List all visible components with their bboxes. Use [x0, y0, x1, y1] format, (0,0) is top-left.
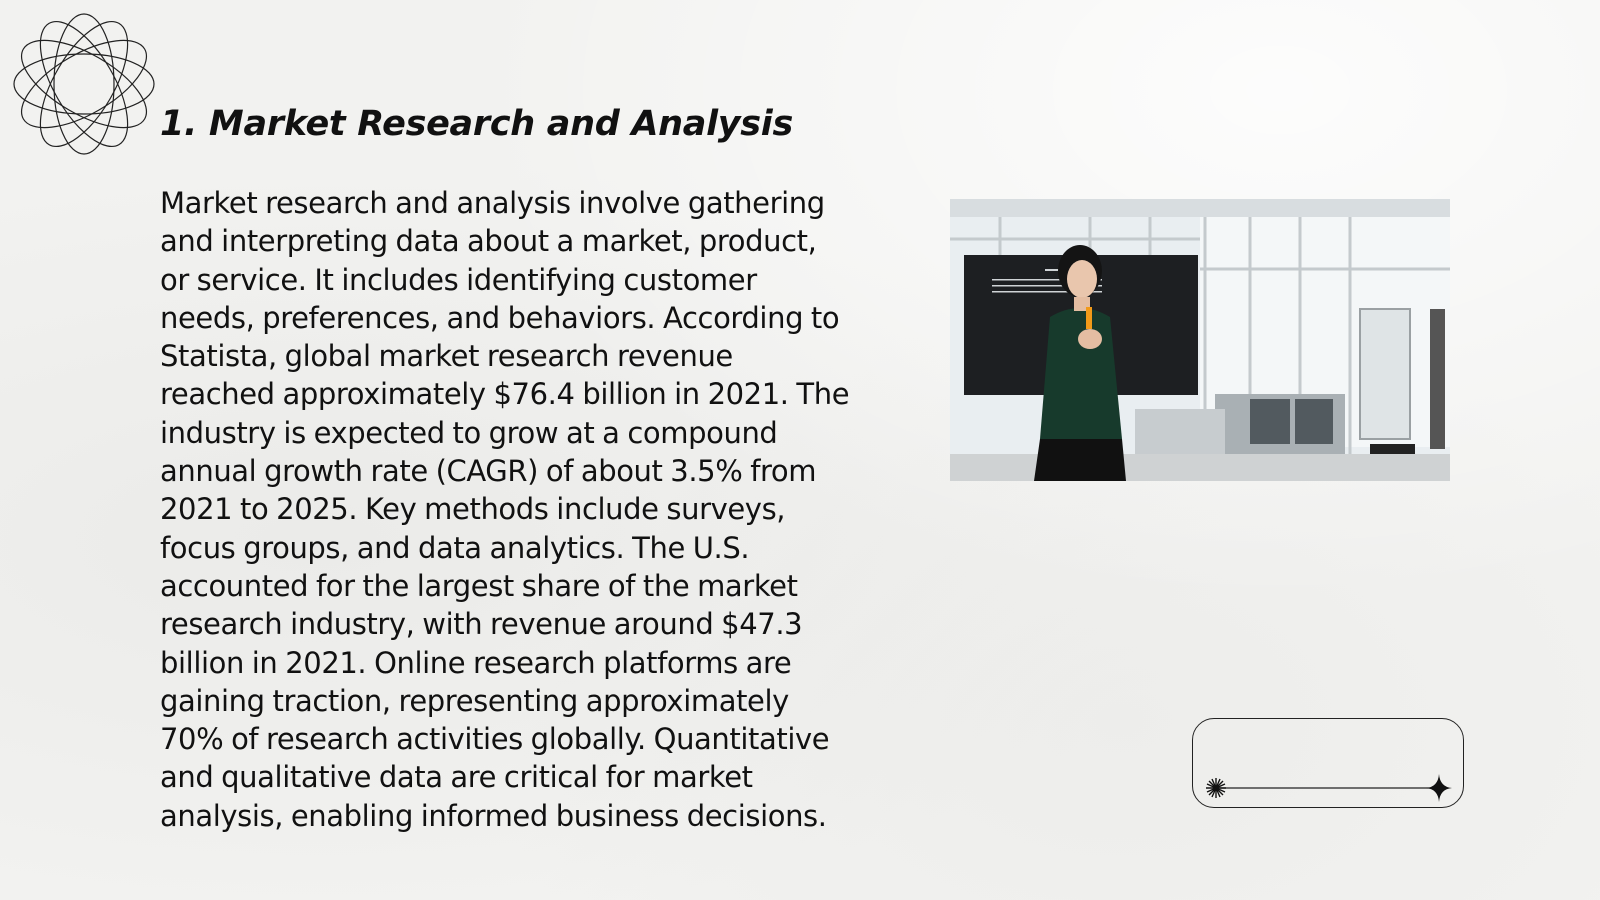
decorative-line: [1192, 770, 1464, 800]
orbit-rings-icon: [10, 10, 158, 158]
slide-body-text: Market research and analysis involve gathering and interpreting data about a market, product, or service. It includes identifying customer needs, preferences, and behaviors. According to Statista, global market research revenue reached approximately $76.4 billion in 2021. The industry is expected to grow at a compound annual growth rate (CAGR) of about 3.5% from 2021 to 2025. Key methods include surveys, focus groups, and data analytics. The U.S. accounted for the largest share of the market research industry, with revenue around $47.3 billion in 2021. Online research platforms are gaining traction, representing approximately 70% of research activities globally. Quantitative and qualitative data are critical for market analysis, enabling informed business decisions.: [160, 186, 850, 833]
sparkle-icon: [1426, 774, 1452, 802]
starburst-icon: [1204, 776, 1228, 800]
slide-title: 1. Market Research and Analysis: [160, 104, 794, 144]
presenter-photo: [950, 199, 1450, 481]
